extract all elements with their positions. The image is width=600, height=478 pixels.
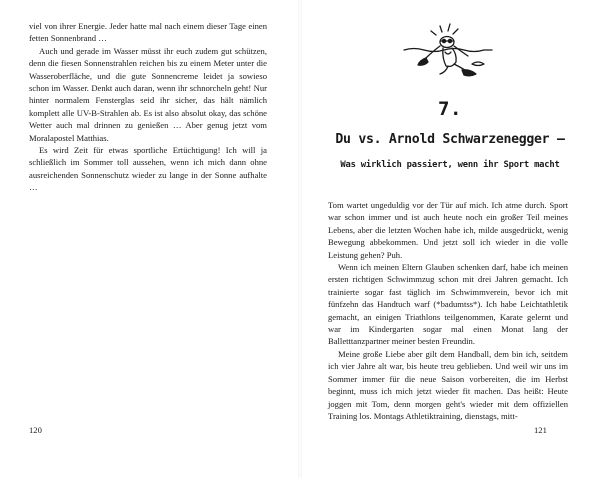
paragraph: viel von ihrer Energie. Jeder hatte mal nach einem dieser Tage einen fetten Sonnenbrand … bbox=[29, 21, 267, 44]
left-body-text bbox=[29, 20, 267, 194]
page-number-left: 120 bbox=[29, 425, 42, 435]
paragraph: Auch und gerade im Wasser müsst ihr euch zudem gut schützen, denn die fiesen Sonnenstrahlen reichen bis zu einem Meter unter die Wasseroberfläche, und die gute Sonnencreme leidet ja sowieso schon im Wasser. Denkt auch daran, wenn ihr schnorcheln geht! Nur hinter normalem Fensterglas seid ihr sicher, das hält nämlich komplett alle UV-B-Strahlen ab. Es ist also absolut okay, das schöne Wetter auch mal drinnen zu genießen … Aber genug jetzt vom Moralapostel Matthias. bbox=[29, 45, 267, 143]
page-number-right: 121 bbox=[534, 425, 547, 435]
chapter-title: Du vs. Arnold Schwarzenegger – bbox=[335, 132, 565, 147]
paragraph: Meine große Liebe aber gilt dem Handball, dem bin ich, seitdem ich vier Jahre alt war, bis heute treu geblieben. Und weil wir uns im Sommer immer für die neue Saison vorbereiten, die im Herbst beginnt, muss ich mich jetzt wieder fit machen. Das heißt: Heute joggen mit Tom, denn morgen geht's wieder mit dem offiziellen Training los. Montags Athletiktraining, dienstags, mitt- bbox=[328, 348, 568, 421]
right-body-text bbox=[328, 199, 568, 422]
chapter-subtitle: Was wirklich passiert, wenn ihr Sport macht bbox=[340, 160, 560, 170]
paragraph: Wenn ich meinen Eltern Glauben schenken darf, habe ich meinen ersten richtigen Schwimmzug schon mit drei Jahren gemacht. Ich trainierte sogar fast täglich im Schwimmverein, bevor ich mit fünfzehn das Handtuch warf (*badumtss*). Ich habe Leichtathletik gemacht, an einigen Triathlons teilgenommen, Karate gelernt und war im Kindergarten sogar mal einen Monat lang der Balletttanzpartner meiner besten Freundin. bbox=[328, 262, 568, 347]
paragraph: Es wird Zeit für etwas sportliche Ertüchtigung! Ich will ja schließlich im Sommer toll aussehen, wenn ich mich dann ohne ausreichenden Sonnenschutz wieder zu lange in der Sonne aufhalte … bbox=[29, 145, 267, 193]
paragraph: Tom wartet ungeduldig vor der Tür auf mich. Ich atme durch. Sport war schon immer und ist auch heute noch ein großer Teil meines Lebens, aber die letzten Wochen habe ich, milde ausgedrückt, wenig Bewegung abbekommen. Und jetzt soll ich wieder in die volle Leistung gehen? Puh. bbox=[328, 200, 568, 260]
swimmer-sketch-icon bbox=[402, 22, 494, 82]
chapter-number: 7. bbox=[438, 98, 462, 120]
